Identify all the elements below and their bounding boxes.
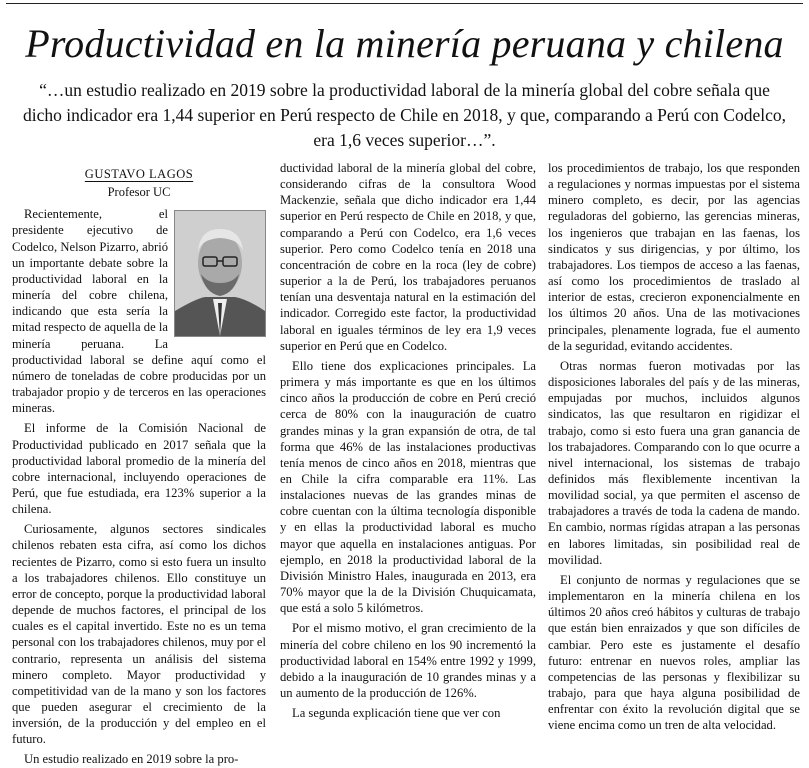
paragraph: Otras normas fueron motivadas por las disposiciones laborales del país y de las mineras, empujadas por muchos, incluidos algunos sindicatos, las que resultaron en rigidizar el trabajo, como si esto fuera una gran ganancia de los trabajadores. Comparando con lo que ocurre a nivel internacional, los sistemas de trabajo definidos más flexiblemente incentivan la movilidad social, ya que permiten el ascenso de trabajadores a través de toda la cadena de mando. En cambio, normas rígidas atrapan a las personas en labores limitadas, sin posibilidad real de movilidad. xyxy=(548,358,800,567)
paragraph: Curiosamente, algunos sectores sindicales chilenos rebaten esta cifra, así como los dichos recientes de Pizarro, como si esto fuera un insulto a los trabajadores chilenos. Ello constituye un error de concepto, porque la productividad laboral depende de muchos factores, el principal de los cuales es el capital invertido. Este no es un tema personal con los trabajadores chilenos, muy por el contrario, representa un análisis del sistema minero completo. Mayor productividad y competitividad van de la mano y son los factores que pueden asegurar el crecimiento de la inversión, de la producción y del empleo en el futuro. xyxy=(12,522,266,747)
column-3 xyxy=(548,160,800,733)
author-name: GUSTAVO LAGOS xyxy=(84,167,194,181)
author-role: Profesor UC xyxy=(107,185,171,200)
column-1 xyxy=(12,166,266,768)
paragraph: Un estudio realizado en 2019 sobre la pro- xyxy=(24,752,239,767)
paragraph: Ello tiene dos explicaciones principales. La primera y más importante es que en los últimos cinco años la producción de cobre en Perú creció cerca de 80% con la inauguración de cuatro grandes minas y la gran expansión de otra, de tal forma que 46% de las instalaciones productivas tenía menos de cinco años en 2018, mientras que en Chile la cifra comparable era 11%. Las instalaciones nuevas de las grandes minas de cobre cuentan con la última tecnología disponible y en ellas la productividad laboral es mucho mayor que aquella en instalaciones antiguas. Por ejemplo, en 2018 la productividad laboral de la División Ministro Hales, inaugurada en 2013, era 70% mayor que la de la División Chuquicamata, que está a solo 5 kilómetros. xyxy=(280,358,536,616)
paragraph: ductividad laboral de la minería global del cobre, considerando cifras de la consultora Wood Mackenzie, señala que dicho indicador era 1,44 superior en Perú respecto de Chile en 2018, y que, comparando a Perú con Codelco, era 1,6 veces superior. Pero como Codelco tenía en 2018 una concentración de cobre en la roca (ley de cobre) superior a la de Perú, los trabajadores peruanos tenían una desventaja natural en la estimación del indicador. Corregido este factor, la productividad laboral en iguales términos de ley era 1,9 veces superior en Perú que en Codelco. xyxy=(280,161,536,353)
byline xyxy=(12,166,266,200)
paragraph: El conjunto de normas y regulaciones que se implementaron en la minería chilena en los últimos 20 años creó hábitos y culturas de trabajo que están bien enraizados y que son difíciles de cambiar. Pero este es justamente el desafío futuro: entrenar en nuevos roles, ampliar las competencias de las personas y flexibilizar su trabajo, para que haya alguna posibilidad de enfrentar con éxito la revolución digital que se viene encima como un tren de alta velocidad. xyxy=(548,572,800,733)
paragraph: los procedimientos de trabajo, los que responden a regulaciones y normas impuestas por el sistema minero completo, es decir, por las agencias reguladoras del gobierno, las gerencias mineras, los ingenieros que trabajan en las faenas, los sindicatos y sus dirigencias, y por último, los trabajadores. Los tiempos de acceso a las faenas, así como los procedimientos de traslado al interior de estas, crecieron exponencialmente en los últimos 20 años. Una de las motivaciones principales, plenamente lograda, fue el aumento de la seguridad, evitando accidentes. xyxy=(548,161,800,353)
paragraph xyxy=(12,206,266,416)
paragraph: Por el mismo motivo, el gran crecimiento de la minería del cobre chileno en los 90 incrementó la productividad laboral en 154% entre 1992 y 1999, debido a la inauguración de 10 grandes minas y a un aumento de la producción de 126%. xyxy=(280,621,536,700)
column-2 xyxy=(280,160,536,721)
portrait-image xyxy=(175,211,265,336)
headline: Productividad en la minería peruana y chilena xyxy=(25,21,784,66)
paragraph: La segunda explicación tiene que ver con xyxy=(292,706,501,721)
pull-quote: “…un estudio realizado en 2019 sobre la productividad laboral de la minería global del cobre señala que dicho indicador era 1,44 superior en Perú respecto de Chile en 2018, y que, comparando a Perú con Codelco, era 1,6 veces superior…”. xyxy=(23,80,786,150)
paragraph-text: Recientemente, el presidente ejecutivo de Codelco, Nelson Pizarro, abrió un importante debate sobre la productividad laboral en la minería del cobre chilena, indicando que esta sería la mitad respecto de aquella de la minería peruana. La productividad laboral se define aquí como el número de toneladas de cobre producidas por un trabajador propio y de terceros en las operaciones mineras. xyxy=(12,207,266,416)
paragraph: El informe de la Comisión Nacional de Productividad publicado en 2017 señala que la productividad laboral promedio de la minería del cobre internacional, incluyendo operaciones de Perú, que fue estudiada, era 123% superior a la chilena. xyxy=(12,421,266,517)
author-photo xyxy=(174,210,266,337)
top-rule xyxy=(6,3,803,4)
